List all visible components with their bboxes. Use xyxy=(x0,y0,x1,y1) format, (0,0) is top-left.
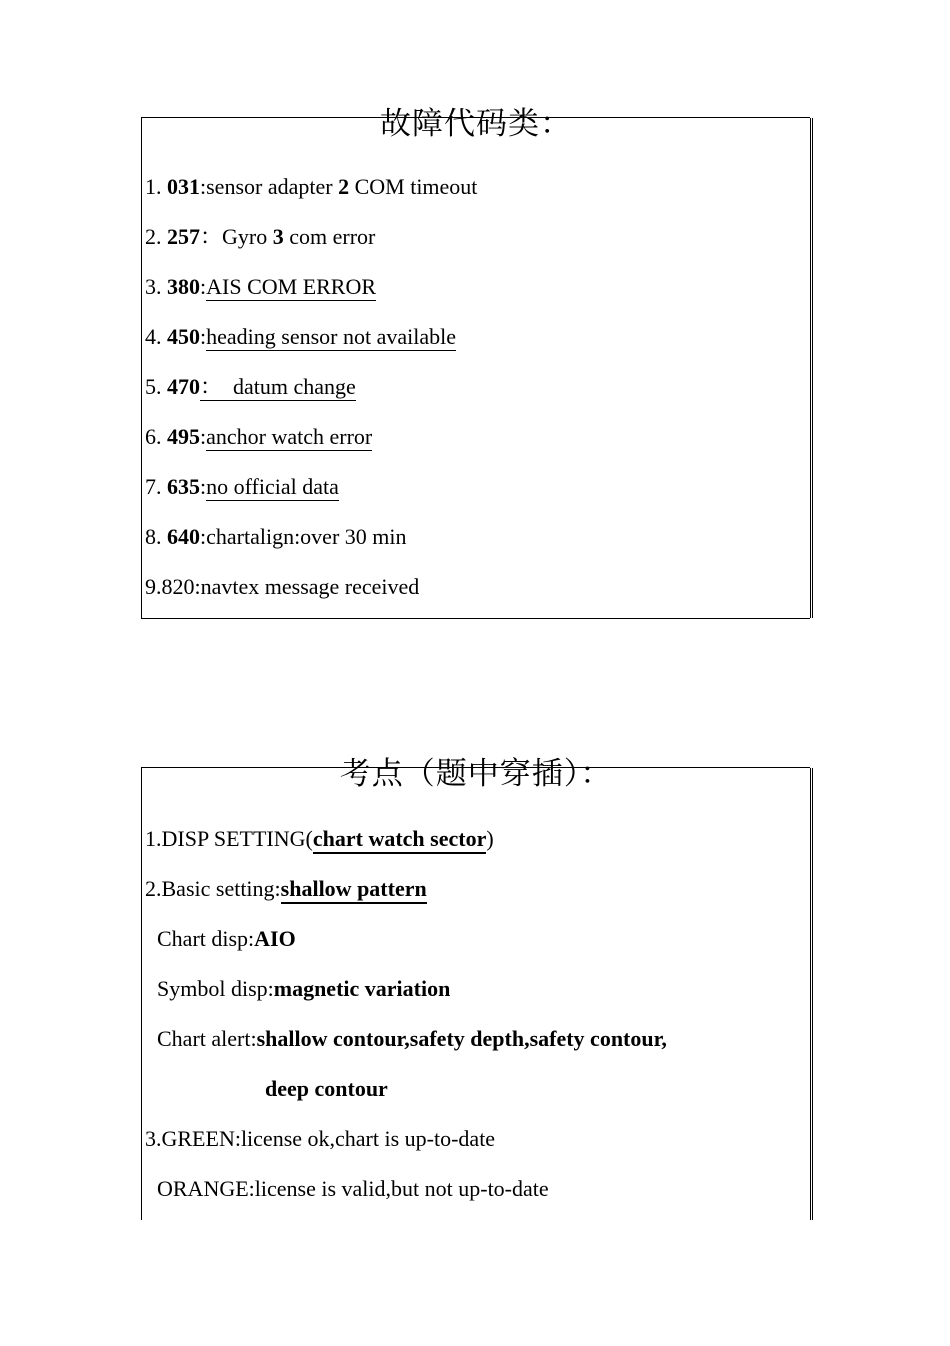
fault-codes-box xyxy=(141,106,810,619)
fault-code-item: 3. 380:AIS COM ERROR xyxy=(145,274,377,299)
fault-code-item: 1. 031:sensor adapter 2 COM timeout xyxy=(145,174,478,199)
fault-code-item: 4. 450:heading sensor not available xyxy=(145,324,456,349)
chart-alert-line: Chart alert:shallow contour,safety depth,safety contour, xyxy=(157,1026,667,1051)
symbol-disp-line: Symbol disp:magnetic variation xyxy=(157,976,451,1001)
chart-disp-line: Chart disp:AIO xyxy=(157,926,296,951)
key-points-box xyxy=(141,756,810,1220)
key-points-title: 考点（题中穿插）： xyxy=(339,756,613,792)
fault-code-item: 9.820:navtex message received xyxy=(145,574,420,599)
orange-status-line: ORANGE:license is valid,but not up-to-date xyxy=(157,1176,549,1201)
fault-code-item: 7. 635:no official data xyxy=(145,474,339,499)
green-status-line: 3.GREEN:license ok,chart is up-to-date xyxy=(145,1126,496,1151)
fault-code-item: 5. 470： datum change xyxy=(145,374,356,399)
fault-code-item: 6. 495:anchor watch error xyxy=(145,424,373,449)
fault-code-item: 2. 257：Gyro 3 com error xyxy=(145,224,376,249)
chart-alert-continued-line: deep contour xyxy=(265,1076,388,1101)
fault-codes-title: 故障代码类： xyxy=(380,106,572,142)
fault-code-item: 8. 640:chartalign:over 30 min xyxy=(145,524,407,549)
basic-setting-line: 2.Basic setting:shallow pattern xyxy=(145,875,427,903)
disp-setting-line: 1.DISP SETTING(chart watch sector) xyxy=(145,825,494,853)
